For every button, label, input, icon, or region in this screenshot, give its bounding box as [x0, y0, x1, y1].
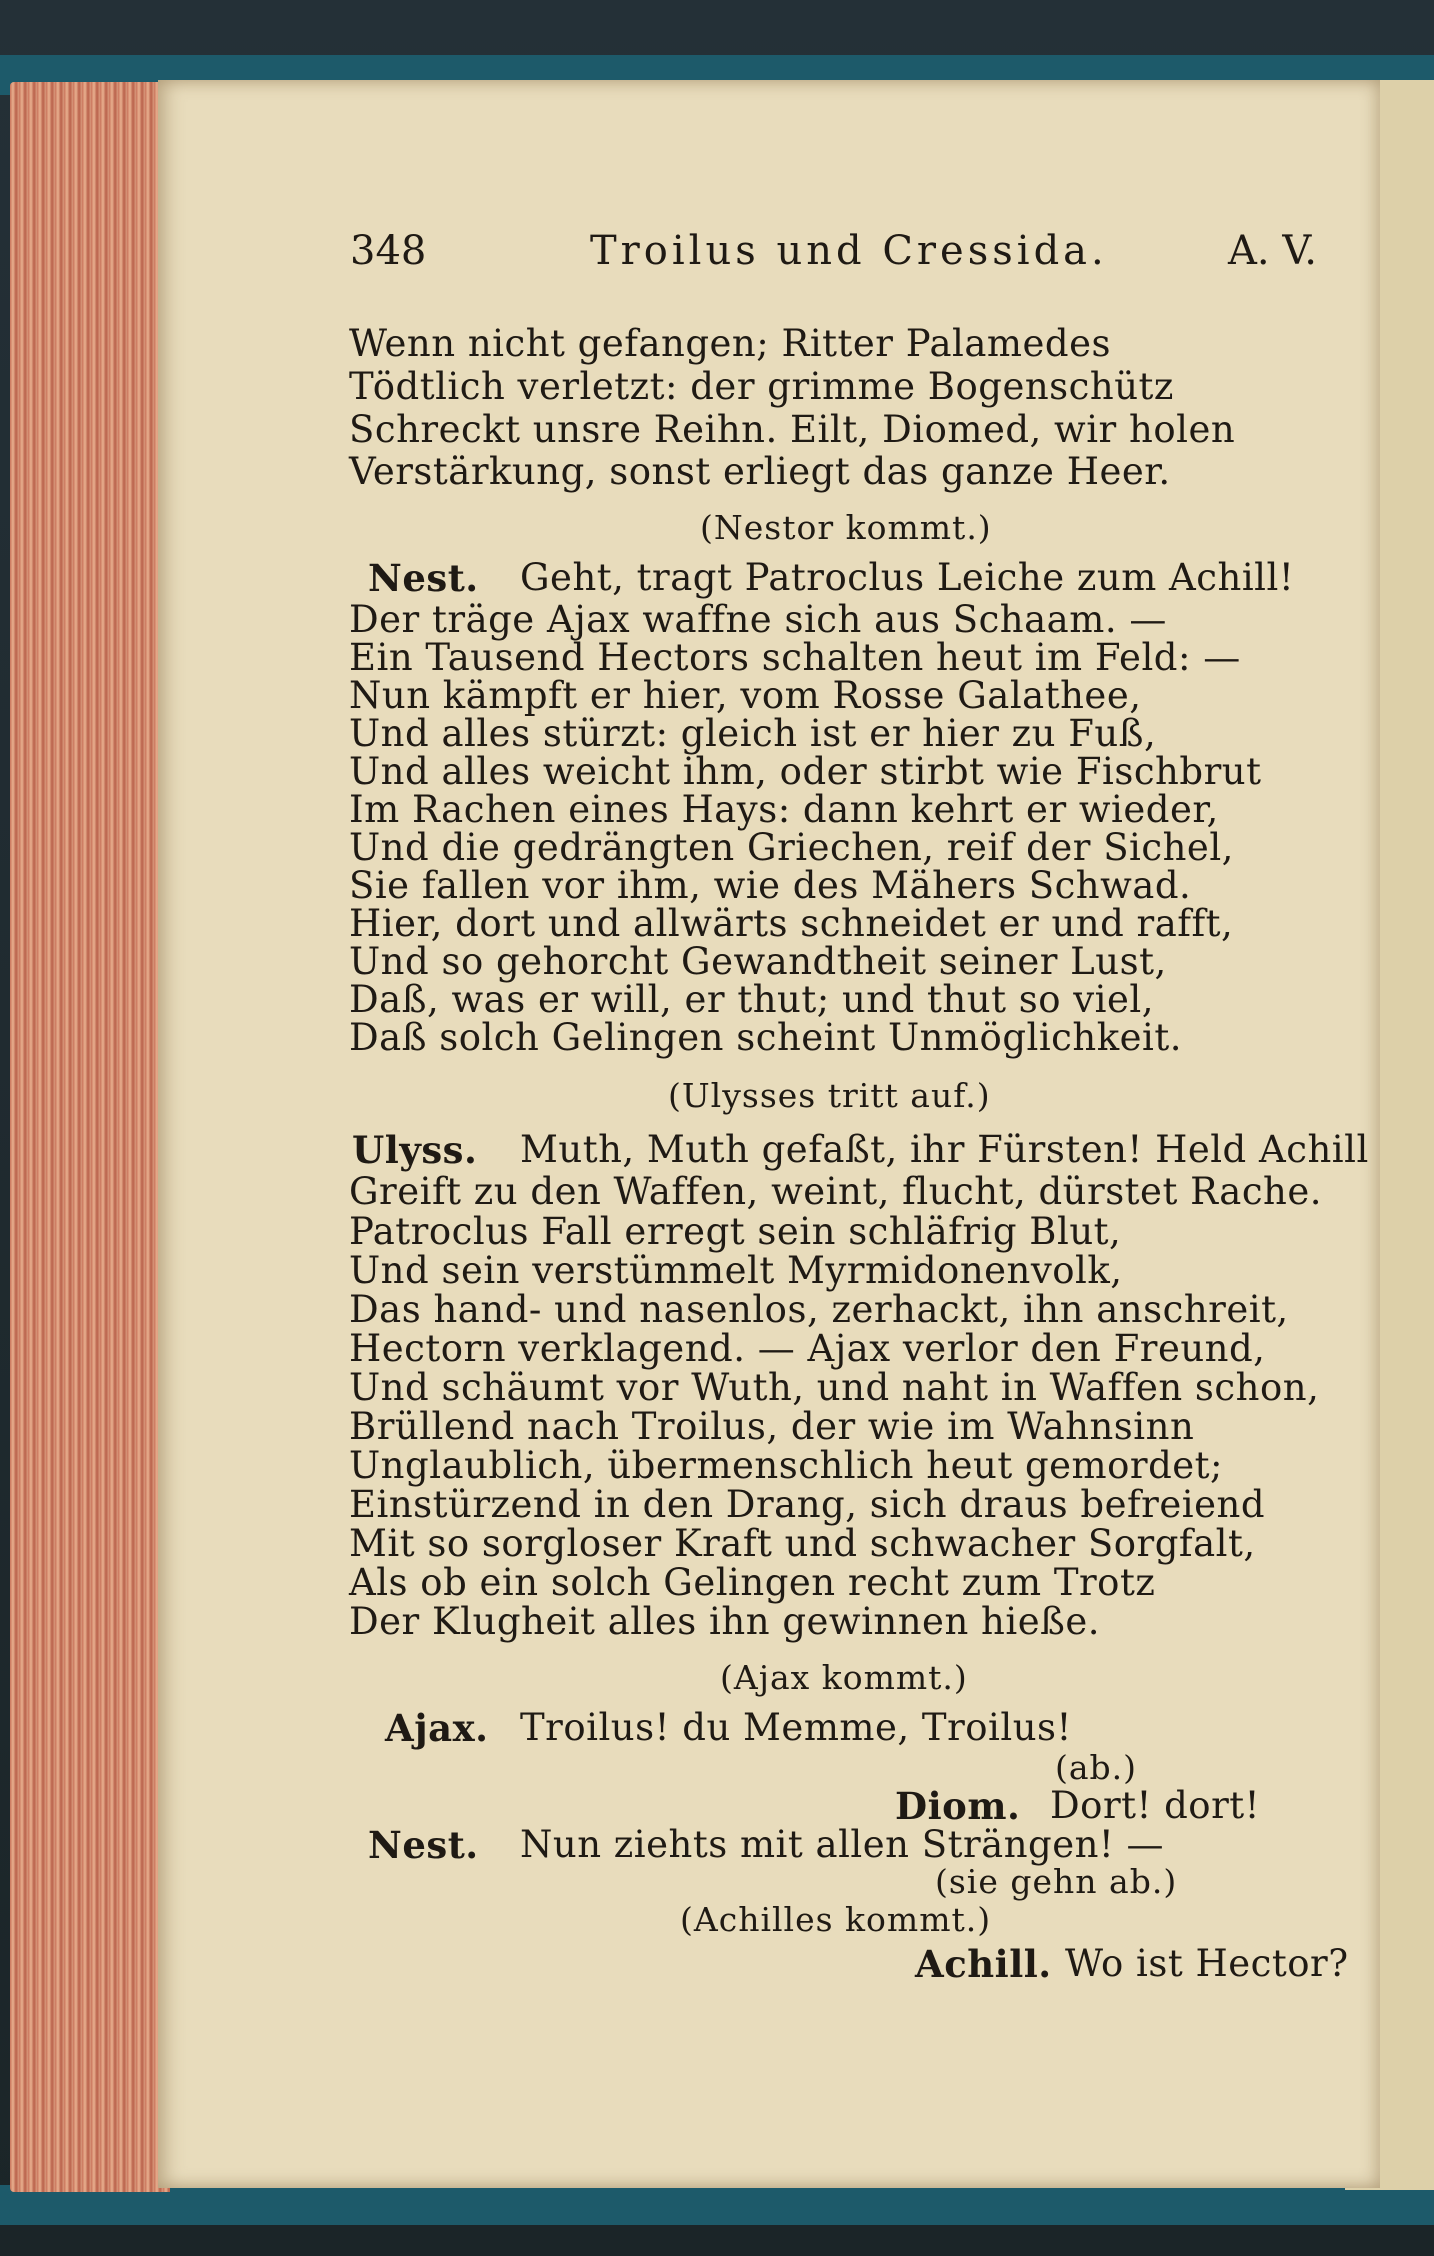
verse-line: Und die gedrängten Griechen, reif der Sichel, [349, 826, 1234, 869]
verse-line: Und schäumt vor Wuth, und naht in Waffen schon, [349, 1366, 1320, 1409]
verse-line: Und alles weicht ihm, oder stirbt wie Fischbrut [349, 750, 1262, 793]
verse-line: Der Klugheit alles ihn gewinnen hieße. [349, 1600, 1100, 1643]
verse-line: Hectorn verklagend. — Ajax verlor den Freund, [349, 1327, 1266, 1370]
verse-line: Wenn nicht gefangen; Ritter Palamedes [349, 322, 1111, 365]
verse-line: Mit so sorgloser Kraft und schwacher Sorgfalt, [349, 1522, 1256, 1565]
stage-direction: (ab.) [1055, 1748, 1138, 1787]
verse-line: Geht, tragt Patroclus Leiche zum Achill! [520, 556, 1295, 599]
verse-line: Schreckt unsre Reihn. Eilt, Diomed, wir holen [349, 408, 1236, 451]
verse-line: Daß solch Gelingen scheint Unmöglichkeit. [349, 1016, 1183, 1059]
speaker-ulysses: Ulyss. [352, 1128, 478, 1172]
verse-line: Und sein verstümmelt Myrmidonenvolk, [349, 1249, 1123, 1292]
verse-line: Unglaublich, übermenschlich heut gemordet; [349, 1444, 1224, 1487]
verse-line: Das hand- und nasenlos, zerhackt, ihn anschreit, [349, 1288, 1289, 1331]
verse-line: Muth, Muth gefaßt, ihr Fürsten! Held Achill [520, 1128, 1369, 1171]
verse-line: Einstürzend in den Drang, sich draus befreiend [349, 1483, 1266, 1526]
verse-line: Greift zu den Waffen, weint, flucht, dürstet Rache. [349, 1170, 1323, 1213]
stage-direction: (Ajax kommt.) [720, 1658, 968, 1697]
speaker-nestor: Nest. [368, 556, 479, 600]
speaker-achilles: Achill. [915, 1942, 1052, 1986]
verse-line: Hier, dort und allwärts schneidet er und rafft, [349, 902, 1234, 945]
verse-line: Der träge Ajax waffne sich aus Schaam. — [349, 598, 1167, 641]
stage-direction: (Ulysses tritt auf.) [668, 1076, 991, 1115]
verse-line: Sie fallen vor ihm, wie des Mähers Schwad. [349, 864, 1192, 907]
verse-line: Patroclus Fall erregt sein schläfrig Blut, [349, 1210, 1122, 1253]
cover-bottom [0, 2185, 1434, 2225]
speaker-diomed: Diom. [895, 1784, 1021, 1828]
verse-line: Tödtlich verletzt: der grimme Bogenschütz [349, 365, 1174, 408]
verse-line: Und alles stürzt: gleich ist er hier zu Fuß, [349, 712, 1157, 755]
verse-line: Brüllend nach Troilus, der wie im Wahnsinn [349, 1405, 1195, 1448]
verse-line: Wo ist Hector? [1065, 1942, 1349, 1985]
verse-line: Im Rachen eines Hays: dann kehrt er wieder, [349, 788, 1219, 831]
verse-line: Nun kämpft er hier, vom Rosse Galathee, [349, 674, 1142, 717]
verse-line: Dort! dort! [1050, 1784, 1261, 1827]
speaker-ajax: Ajax. [385, 1706, 489, 1750]
stage-direction: (Nestor kommt.) [700, 508, 992, 547]
act-label: A. V. [1228, 228, 1317, 274]
verse-line: Nun ziehts mit allen Strängen! — [520, 1823, 1165, 1866]
verse-line: Verstärkung, sonst erliegt das ganze Heer. [349, 450, 1171, 493]
verse-line: Troilus! du Memme, Troilus! [520, 1706, 1072, 1749]
speaker-nestor: Nest. [368, 1823, 479, 1867]
verse-line: Und so gehorcht Gewandtheit seiner Lust, [349, 940, 1167, 983]
verse-line: Daß, was er will, er thut; und thut so viel, [349, 978, 1154, 1021]
stage-direction: (sie gehn ab.) [935, 1862, 1178, 1901]
verse-line: Ein Tausend Hectors schalten heut im Feld: — [349, 636, 1241, 679]
running-title: Troilus und Cressida. [590, 228, 1108, 274]
verse-line: Als ob ein solch Gelingen recht zum Trotz [349, 1561, 1156, 1604]
page-edges [10, 82, 170, 2192]
stage-direction: (Achilles kommt.) [680, 1900, 992, 1939]
page-number: 348 [350, 228, 427, 274]
